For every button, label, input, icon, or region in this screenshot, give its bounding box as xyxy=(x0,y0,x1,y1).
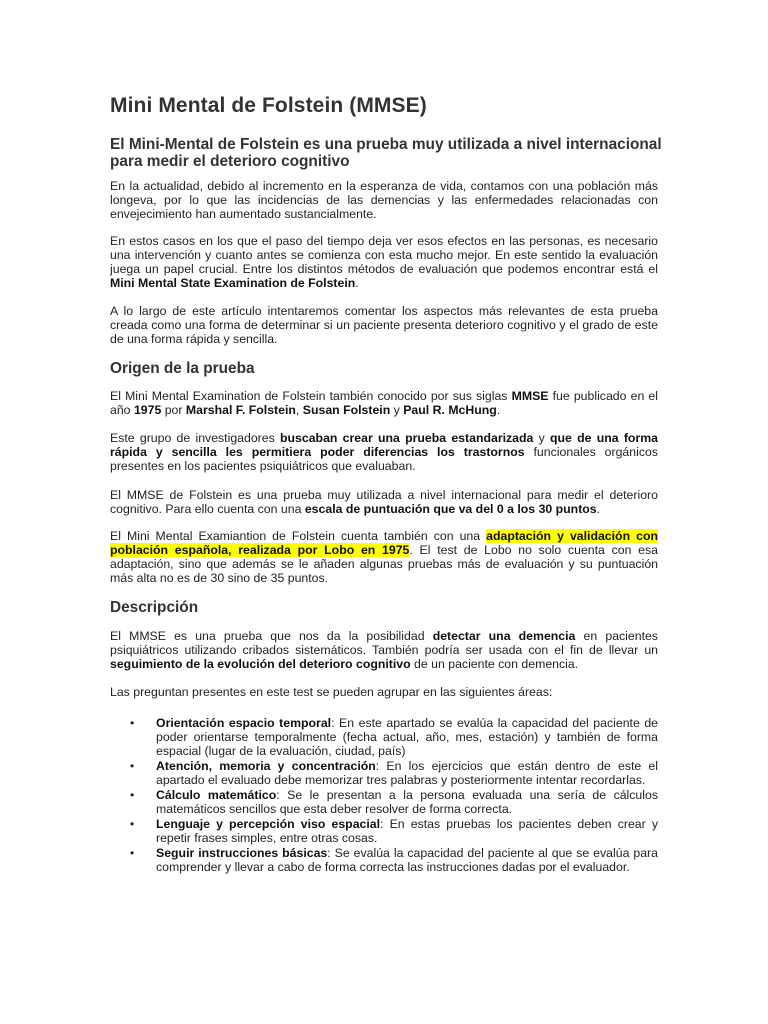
lead-heading: El Mini-Mental de Folstein es una prueba muy utilizada a nivel internacional para medir el deterioro cognitivo xyxy=(110,136,662,170)
section-heading-origen: Origen de la prueba xyxy=(110,360,255,377)
origen-paragraph-4: El Mini Mental Examiantion de Folstein cuenta también con una adaptación y validación con población española, realizada por Lobo en 1975. El test de Lobo no solo cuenta con esa adaptación, sino que además se le añaden algunas pruebas más de evaluación y su puntuación más alta no es de 30 sino de 35 puntos. xyxy=(110,529,659,585)
list-item: • Atención, memoria y concentración: En los ejercicios que están dentro de este el apartado el evaluado debe memorizar tres palabras y posteriormente intentar recordarlas. xyxy=(130,759,658,787)
origen-paragraph-1: El Mini Mental Examination de Folstein también conocido por sus siglas MMSE fue publicado en el año 1975 por Marshal F. Folstein, Susan Folstein y Paul R. McHung. xyxy=(110,389,658,417)
list-item: • Lenguaje y percepción viso espacial: En estas pruebas los pacientes deben crear y repetir frases simples, entre otras cosas. xyxy=(130,817,658,845)
bullet-icon: • xyxy=(130,759,135,773)
bullet-icon: • xyxy=(130,817,135,831)
intro-paragraph-2: En estos casos en los que el paso del tiempo deja ver esos efectos en las personas, es necesario una intervención y cuanto antes se comienza con esta mucho mejor. En este sentido la evaluación juega un papel crucial. Entre los distintos métodos de evaluación que podemos encontrar está el Mini Mental State Examination de Folstein. xyxy=(110,234,658,290)
descripcion-paragraph-2: Las preguntan presentes en este test se pueden agrupar en las siguientes áreas: xyxy=(110,685,553,699)
bullet-icon: • xyxy=(130,846,135,860)
intro-paragraph-3: A lo largo de este artículo intentaremos comentar los aspectos más relevantes de esta prueba creada como una forma de determinar si un paciente presenta deterioro cognitivo y el grado de este de una forma rápida y sencilla. xyxy=(110,304,658,346)
areas-list xyxy=(110,716,658,875)
origen-paragraph-2: Este grupo de investigadores buscaban crear una prueba estandarizada y que de una forma rápida y sencilla les permitiera poder diferencias los trastornos funcionales orgánicos presentes en los pacientes psiquiátricos que evaluaban. xyxy=(110,431,658,473)
list-item: • Cálculo matemático: Se le presentan a la persona evaluada una sería de cálculos matemáticos sencillos que esta deber resolver de forma correcta. xyxy=(130,788,658,816)
bullet-icon: • xyxy=(130,788,135,802)
highlighted-text: adaptación y validación con población española, realizada por Lobo en 1975 xyxy=(110,529,658,557)
section-heading-descripcion: Descripción xyxy=(110,599,199,616)
origen-paragraph-3: El MMSE de Folstein es una prueba muy utilizada a nivel internacional para medir el deterioro cognitivo. Para ello cuenta con una escala de puntuación que va del 0 a los 30 puntos. xyxy=(110,488,658,516)
descripcion-paragraph-1: El MMSE es una prueba que nos da la posibilidad detectar una demencia en pacientes psiquiátricos utilizando cribados sistemáticos. También podría ser usada con el fin de llevar un seguimiento de la evolución del deterioro cognitivo de un paciente con demencia. xyxy=(110,629,658,671)
document-title: Mini Mental de Folstein (MMSE) xyxy=(110,94,427,117)
list-item: • Seguir instrucciones básicas: Se evalúa la capacidad del paciente al que se evalúa para comprender y llevar a cabo de forma correcta las instrucciones dadas por el evaluador. xyxy=(130,846,658,874)
intro-paragraph-1: En la actualidad, debido al incremento en la esperanza de vida, contamos con una población más longeva, por lo que las incidencias de las demencias y las enfermedades relacionadas con envejecimiento han aumentado sustancialmente. xyxy=(110,179,658,221)
bullet-icon: • xyxy=(130,716,135,730)
list-item: • Orientación espacio temporal: En este apartado se evalúa la capacidad del paciente de poder orientarse temporalmente (fecha actual, año, mes, estación) y también de forma espacial (lugar de la evaluación, ciudad, país) xyxy=(130,716,658,758)
